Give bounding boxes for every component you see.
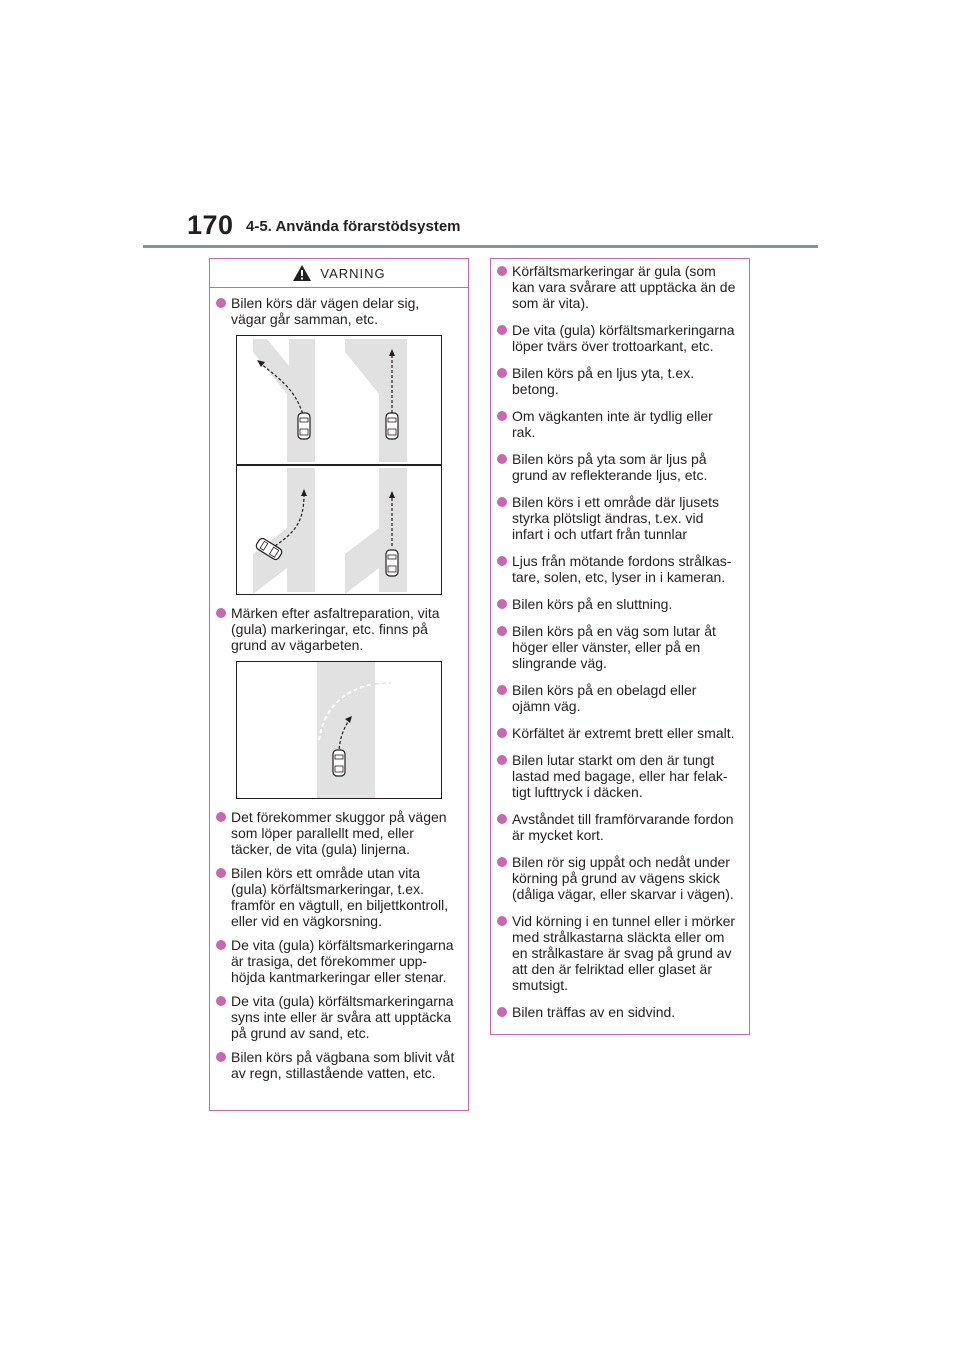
bullet-dot-icon [216,940,226,950]
list-item [493,1004,741,1020]
list-item-text: Om vägkanten inte är tydlig eller rak. [512,408,713,440]
list-item-text: Vid körning i en tunnel eller i mörker med strålkastarna släckta eller om en strålkastare är svag på grund av att den är felriktad eller glaset är smutsigt. [512,913,736,993]
bullet-dot-icon [216,812,226,822]
bullet-dot-icon [497,857,507,867]
bullet-dot-icon [497,685,507,695]
warning-box-right [490,258,750,1035]
illustration-road-markings [236,661,442,799]
road-marking-diagram [237,662,441,798]
bullet-dot-icon [216,1052,226,1062]
warning-list-left-2 [210,605,468,653]
bullet-dot-icon [497,266,507,276]
bullet-dot-icon [216,868,226,878]
bullet-dot-icon [497,1007,507,1017]
car-icon [386,413,398,439]
bullet-dot-icon [497,728,507,738]
list-item-text: Bilen rör sig uppåt och nedåt under körning på grund av vägens skick (dåliga vägar, eller skarvar i vägen). [512,854,734,902]
bullet-dot-icon [497,916,507,926]
bullet-dot-icon [216,298,226,308]
bullet-dot-icon [497,325,507,335]
list-item [493,365,741,397]
list-item-text: De vita (gula) körfältsmarkeringarna syns inte eller är svåra att upptäcka på grund av sand, etc. [231,993,454,1041]
list-item-text: Bilen lutar starkt om den är tungt lastad med bagage, eller har felak- tigt lufttryck i däcken. [512,752,728,800]
list-item-text: Körfältet är extremt brett eller smalt. [512,725,735,741]
warning-label: VARNING [320,265,386,281]
warning-header [210,259,468,288]
bullet-dot-icon [497,411,507,421]
bullet-dot-icon [497,599,507,609]
bullet-dot-icon [216,608,226,618]
list-item [493,263,741,311]
list-item-text: De vita (gula) körfältsmarkeringarna är trasiga, det förekommer upp- höjda kantmarkeringar eller stenar. [231,937,454,985]
list-item [493,752,741,800]
list-item-text: Bilen körs på en ljus yta, t.ex. betong. [512,365,695,397]
car-icon [298,413,310,439]
warning-box-left [209,258,469,1111]
list-item [212,809,460,857]
bullet-dot-icon [497,497,507,507]
list-item-text: Bilen körs ett område utan vita (gula) körfältsmarkeringar, t.ex. framför en vägtull, en biljettkontroll, eller vid en vägkorsning. [231,865,449,929]
illustration-road-fork [236,335,442,595]
list-item [212,937,460,985]
list-item-text: Bilen körs i ett område där ljusets styrka plötsligt ändras, t.ex. vid infart i och utfart från tunnlar [512,494,719,542]
list-item [493,553,741,585]
list-item [212,993,460,1041]
warning-triangle-icon [292,264,312,282]
warning-list-right [491,259,749,1020]
bullet-dot-icon [497,368,507,378]
list-item [493,408,741,440]
warning-list-left [210,288,468,327]
car-icon [386,550,398,576]
list-item-text: Bilen träffas av en sidvind. [512,1004,676,1020]
header-rule [143,245,818,248]
list-item-text: Avståndet till framförvarande fordon är mycket kort. [512,811,734,843]
bullet-dot-icon [497,454,507,464]
list-item-text: Bilen körs på vägbana som blivit våt av regn, stillastående vatten, etc. [231,1049,455,1081]
list-item-text: Bilen körs på en sluttning. [512,596,673,612]
list-item [212,295,460,327]
section-title: 4-5. Använda förarstödsystem [246,218,461,235]
list-item-text: Märken efter asfaltreparation, vita (gula) markeringar, etc. finns på grund av vägarbeten. [231,605,440,653]
list-item [493,854,741,902]
list-item-text: Bilen körs på en väg som lutar åt höger eller vänster, eller på en slingrande väg. [512,623,716,671]
bullet-dot-icon [497,556,507,566]
bullet-dot-icon [216,996,226,1006]
list-item-text: Bilen körs på yta som är ljus på grund av reflekterande ljus, etc. [512,451,708,483]
list-item [212,1049,460,1081]
list-item-text: Det förekommer skuggor på vägen som löper parallellt med, eller täcker, de vita (gula) linjerna. [231,809,447,857]
list-item [493,811,741,843]
list-item-text: Bilen körs på en obelagd eller ojämn väg. [512,682,697,714]
page-number: 170 [187,210,234,240]
list-item [212,605,460,653]
car-icon [333,750,345,776]
bullet-dot-icon [497,626,507,636]
list-item [493,913,741,993]
list-item [212,865,460,929]
bullet-dot-icon [497,755,507,765]
list-item [493,725,741,741]
list-item [493,623,741,671]
road-fork-diagram [237,336,441,594]
list-item-text: Körfältsmarkeringar är gula (som kan vara svårare att upptäcka än de som är vita). [512,263,736,311]
list-item-text: Bilen körs där vägen delar sig, vägar går samman, etc. [231,295,420,327]
bullet-dot-icon [497,814,507,824]
warning-list-left-3 [210,809,468,1081]
list-item [493,451,741,483]
list-item [493,322,741,354]
list-item [493,494,741,542]
list-item [493,596,741,612]
list-item-text: Ljus från mötande fordons strålkas- tare, solen, etc, lyser in i kameran. [512,553,732,585]
list-item-text: De vita (gula) körfältsmarkeringarna löper tvärs över trottoarkant, etc. [512,322,735,354]
list-item [493,682,741,714]
